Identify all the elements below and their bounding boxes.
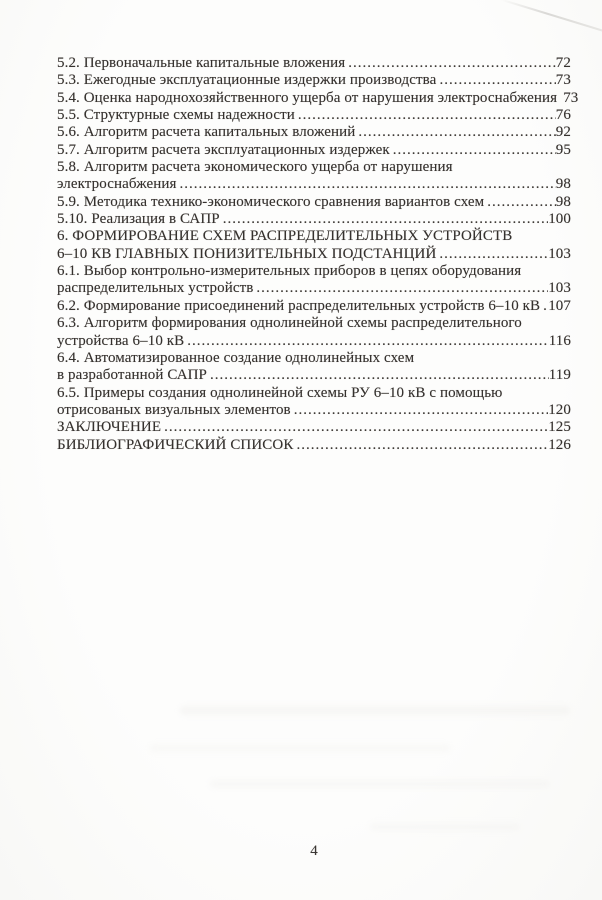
toc-entry — [57, 385, 571, 402]
toc-entry-text: БИБЛИОГРАФИЧЕСКИЙ СПИСОК — [57, 436, 294, 453]
dot-leader — [439, 246, 548, 263]
page-showthrough-artifact — [180, 706, 570, 715]
toc-entry — [57, 159, 571, 176]
toc-entry-text: 6.4. Автоматизированное создание однолинейных схем — [57, 349, 415, 366]
toc-entry-text: распределительных устройств — [57, 280, 254, 297]
toc-entry-page: 73 — [555, 72, 571, 89]
toc-entry — [57, 280, 571, 297]
dot-leader — [439, 72, 555, 89]
toc-entry-text: в разработанной САПР — [57, 367, 208, 384]
dot-leader — [210, 367, 549, 384]
page-showthrough-artifact — [210, 780, 550, 788]
toc-entry — [57, 107, 571, 124]
dot-leader — [187, 333, 548, 350]
toc-entry — [57, 142, 571, 159]
dot-leader — [348, 55, 556, 72]
toc-entry-page: 98 — [555, 176, 571, 193]
toc-entry-page: 100 — [548, 211, 571, 228]
toc-entry — [57, 194, 571, 211]
toc-entry — [57, 402, 571, 419]
toc-entry-text: 5.8. Алгоритм расчета экономического ущерба от нарушения — [57, 159, 453, 176]
toc-entry-text: 6. ФОРМИРОВАНИЕ СХЕМ РАСПРЕДЕЛИТЕЛЬНЫХ УСТРОЙСТВ — [57, 228, 513, 245]
toc-entry-text: 5.7. Алгоритм расчета эксплуатационных издержек — [57, 141, 390, 158]
toc-entry-text: устройства 6–10 кВ — [57, 332, 185, 349]
toc-entry-text: 5.10. Реализация в САПР — [57, 211, 220, 228]
toc-entry — [57, 315, 571, 332]
toc-entry-page: 119 — [548, 367, 571, 384]
toc-entry — [57, 124, 571, 141]
dot-leader — [164, 419, 548, 436]
toc-entry — [57, 333, 571, 350]
toc-entry — [57, 246, 571, 263]
dot-leader — [296, 437, 548, 454]
toc-entry-page: 126 — [548, 436, 571, 453]
page-showthrough-artifact — [370, 823, 520, 831]
page-number: 4 — [310, 843, 318, 859]
toc-entry-page: 76 — [555, 107, 571, 124]
toc-entry-text: электроснабжения — [57, 176, 177, 193]
scan-crease-artifact — [500, 0, 602, 35]
toc-entry-text: 6.3. Алгоритм формирования однолинейной схемы распределительного — [57, 315, 522, 332]
toc-entry-page: 103 — [548, 245, 571, 262]
toc-entry-text: 5.6. Алгоритм расчета капитальных вложений — [57, 124, 356, 141]
toc-entry-page: 120 — [548, 401, 571, 418]
dot-leader — [487, 194, 556, 211]
toc-entry — [57, 176, 571, 193]
table-of-contents — [57, 55, 579, 454]
toc-entry-page: 125 — [548, 419, 571, 436]
toc-entry-page: 73 — [563, 89, 579, 106]
toc-entry-text: 6.1. Выбор контрольно-измерительных приборов в цепях оборудования — [57, 263, 522, 280]
toc-entry-text: 5.4. Оценка народнохозяйственного ущерба от нарушения электроснабжения — [57, 89, 558, 106]
toc-entry — [57, 437, 571, 454]
dot-leader — [223, 211, 548, 228]
toc-entry-text: 6.5. Примеры создания однолинейной схемы РУ 6–10 кВ с помощью — [57, 384, 503, 401]
dot-leader — [180, 176, 556, 193]
toc-entry — [57, 211, 571, 228]
toc-entry-page: 116 — [548, 332, 571, 349]
toc-entry-page: 72 — [555, 55, 571, 71]
toc-entry-text: 6–10 КВ ГЛАВНЫХ ПОНИЗИТЕЛЬНЫХ ПОДСТАНЦИЙ — [57, 245, 437, 262]
dot-leader — [393, 142, 556, 159]
toc-entry-text: 5.3. Ежегодные эксплуатационные издержки производства — [57, 72, 437, 89]
toc-entry-text: отрисованых визуальных элементов — [57, 401, 291, 418]
page-showthrough-artifact — [150, 744, 450, 752]
toc-entry — [57, 263, 571, 280]
toc-entry-text: ЗАКЛЮЧЕНИЕ — [57, 419, 162, 436]
toc-entry-page: 103 — [548, 280, 571, 297]
toc-entry-page: 92 — [555, 124, 571, 141]
toc-entry-text: 5.9. Методика технико-экономического сравнения вариантов схем — [57, 193, 485, 210]
toc-entry-page: 107 — [548, 297, 571, 314]
dot-leader — [298, 107, 556, 124]
toc-entry — [57, 367, 571, 384]
toc-entry — [57, 72, 571, 89]
toc-entry — [57, 298, 571, 315]
toc-entry — [57, 419, 571, 436]
dot-leader — [358, 124, 555, 141]
toc-entry-text: 5.5. Структурные схемы надежности — [57, 107, 295, 124]
toc-entry — [57, 350, 571, 367]
toc-entry-page: 95 — [555, 141, 571, 158]
toc-entry-page: 98 — [555, 193, 571, 210]
toc-entry-text: 6.2. Формирование присоединений распределительных устройств 6–10 кВ — [57, 297, 541, 314]
dot-leader — [256, 280, 548, 297]
toc-entry — [57, 228, 571, 245]
dot-leader — [294, 402, 548, 419]
toc-entry — [57, 55, 571, 72]
toc-entry — [57, 89, 579, 107]
toc-entry-text: 5.2. Первоначальные капитальные вложения — [57, 55, 346, 71]
